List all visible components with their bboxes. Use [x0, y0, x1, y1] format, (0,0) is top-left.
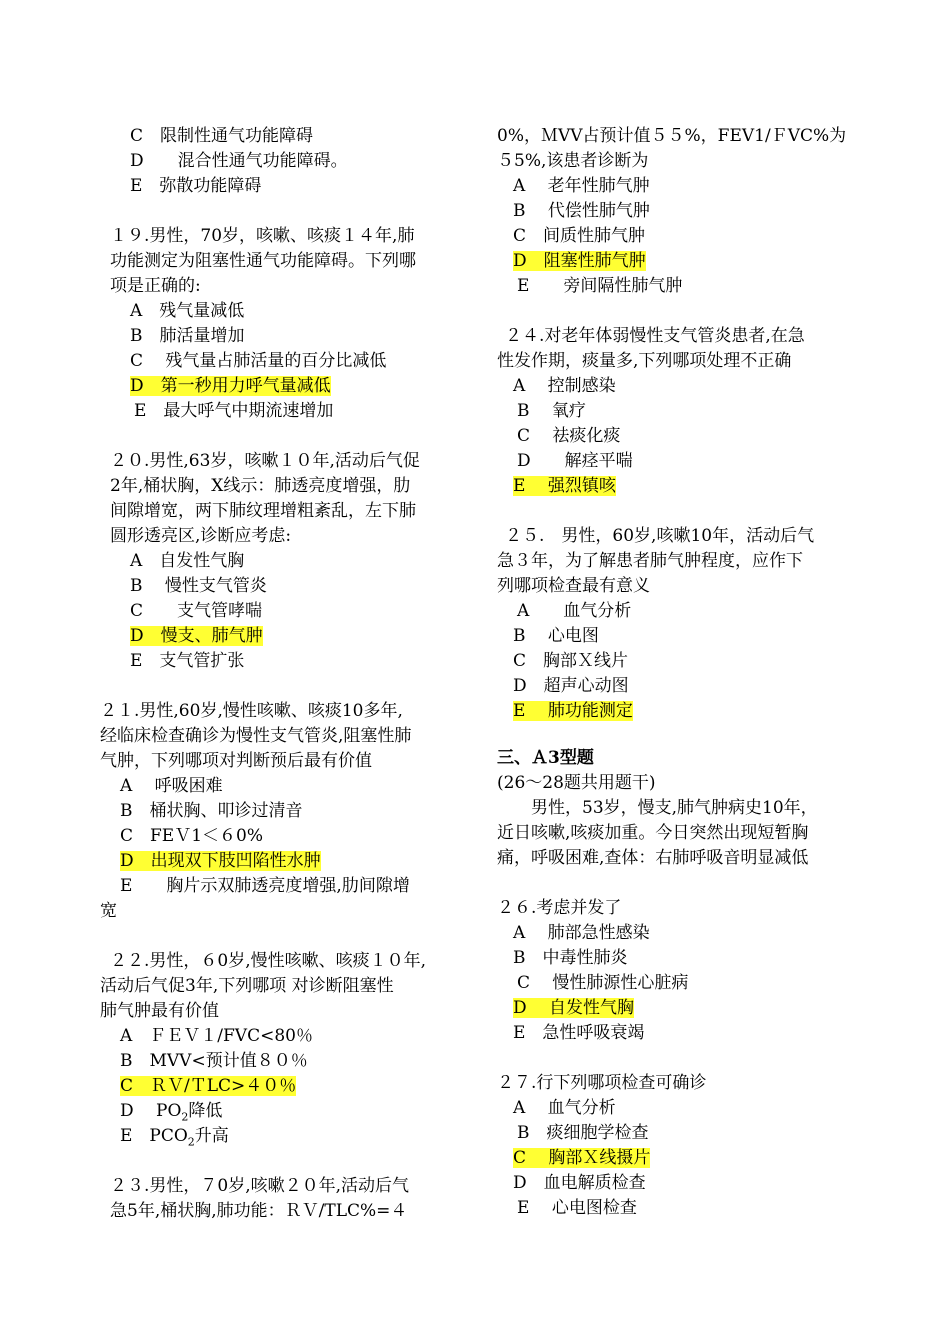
q21-option-c: C FEＶ1＜６0% — [120, 826, 263, 846]
q26-option-a: A 肺部急性感染 — [513, 923, 650, 943]
q19-option-d-answer: D 第一秒用力呼气量减低 — [130, 376, 331, 396]
q24-option-b: B 氧疗 — [517, 401, 586, 421]
case-line: 近日咳嗽,咳痰加重。今日突然出现短暂胸 — [497, 823, 809, 843]
q21-option-e-wrap: 宽 — [100, 901, 117, 921]
q25-option-b: B 心电图 — [513, 626, 599, 646]
q20-option-b: B 慢性支气管炎 — [130, 576, 267, 596]
q25-option-e-answer: E 肺功能测定 — [513, 701, 633, 721]
q26-option-b: B 中毒性肺炎 — [513, 948, 628, 968]
case-line: 痛，呼吸困难,查体：右肺呼吸音明显减低 — [497, 848, 809, 868]
q20-option-c: C 支气管哮喘 — [130, 601, 263, 621]
q22-option-e: E $PCO_2$升高 — [120, 1126, 229, 1149]
q23-stem-cont: ５5%,该患者诊断为 — [497, 151, 649, 171]
q26-option-e: E 急性呼吸衰竭 — [513, 1023, 645, 1043]
q27-stem: ２７.行下列哪项检查可确诊 — [497, 1073, 707, 1093]
q26-option-c: C 慢性肺源性心脏病 — [517, 973, 689, 993]
q22-option-b: B MVV<预计值８０％ — [120, 1051, 308, 1071]
q23-option-a: A 老年性肺气肿 — [513, 176, 650, 196]
q23-stem-line: ２３.男性，７0岁,咳嗽２０年,活动后气 — [110, 1176, 410, 1196]
q23-stem-line: 急5年,桶状胸,肺功能：ＲＶ/TLC%=４ — [110, 1201, 408, 1221]
q26-stem: ２６.考虑并发了 — [497, 898, 622, 918]
q26-option-d-answer: D 自发性气胸 — [513, 998, 635, 1018]
q21-option-e: E 胸片示双肺透亮度增强,肋间隙增 — [120, 876, 410, 896]
q23-option-b: B 代偿性肺气肿 — [513, 201, 650, 221]
q20-option-d-answer: D 慢支、肺气肿 — [130, 626, 263, 646]
q21-stem-line: 经临床检查确诊为慢性支气管炎,阻塞性肺 — [100, 726, 412, 746]
q18-option-d: D 混合性通气功能障碍。 — [130, 151, 348, 171]
q23-stem-cont: 0%，ＭVV占预计值５５%，FEV1/ＦVC%为 — [497, 126, 847, 146]
q20-stem-line: 2年,桶状胸，X线示：肺透亮度增强，肋 — [110, 476, 411, 496]
q23-option-d-answer: D 阻塞性肺气肿 — [513, 251, 646, 271]
q27-option-b: B 痰细胞学检查 — [517, 1123, 649, 1143]
q20-stem-line: ２０.男性,63岁，咳嗽１０年,活动后气促 — [110, 451, 420, 471]
q24-option-e-answer: E 强烈镇咳 — [513, 476, 616, 496]
q27-option-e: E 心电图检查 — [517, 1198, 637, 1218]
q24-option-a: A 控制感染 — [513, 376, 616, 396]
right-column — [497, 124, 867, 1221]
q25-option-d: D 超声心动图 — [513, 676, 629, 696]
q19-option-c: C 残气量占肺活量的百分比减低 — [130, 351, 387, 371]
q22-stem-line: 活动后气促3年,下列哪项 对诊断阻塞性 — [100, 976, 394, 996]
q24-option-c: C 祛痰化痰 — [517, 426, 621, 446]
q23-option-c: C 间质性肺气肿 — [513, 226, 646, 246]
q21-stem-line: 气肿，下列哪项对判断预后最有价值 — [100, 751, 372, 771]
q24-stem-line: ２４.对老年体弱慢性支气管炎患者,在急 — [505, 326, 805, 346]
case-line: 男性，53岁，慢支,肺气肿病史10年， — [497, 798, 818, 818]
q21-option-b: B 桶状胸、叩诊过清音 — [120, 801, 303, 821]
left-column — [100, 124, 470, 1224]
q19-option-e: E 最大呼气中期流速增加 — [134, 401, 334, 421]
q25-stem-line: ２５. 男性，60岁,咳嗽10年，活动后气 — [505, 526, 815, 546]
q27-option-a: A 血气分析 — [513, 1098, 616, 1118]
q22-option-d: D $PO_2$降低 — [120, 1101, 223, 1124]
q21-option-a: A 呼吸困难 — [120, 776, 223, 796]
q19-stem-line: 项是正确的: — [110, 276, 201, 296]
q22-option-a: A ＦＥＶ１/FVC<80％ — [120, 1026, 313, 1046]
q25-option-a: A 血气分析 — [517, 601, 632, 621]
q27-option-c-answer: C 胸部Ｘ线摄片 — [513, 1148, 651, 1168]
q22-option-c-answer: C ＲＶ/ＴLC>４０％ — [120, 1076, 297, 1096]
q25-option-c: C 胸部Ｘ线片 — [513, 651, 629, 671]
q24-stem-line: 性发作期，痰量多,下列哪项处理不正确 — [497, 351, 792, 371]
q21-stem-line: ２１.男性,60岁,慢性咳嗽、咳痰10多年, — [100, 701, 403, 721]
q25-stem-line: 急３年，为了解患者肺气肿程度，应作下 — [497, 551, 803, 571]
q27-option-d: D 血电解质检查 — [513, 1173, 646, 1193]
section-heading: 三、Ａ3型题 — [497, 748, 594, 768]
q20-option-a: A 自发性气胸 — [130, 551, 245, 571]
q22-stem-line: 肺气肿最有价值 — [100, 1001, 219, 1021]
q19-option-a: A 残气量减低 — [130, 301, 245, 321]
q19-stem-line: 功能测定为阻塞性通气功能障碍。下列哪 — [110, 251, 416, 271]
q20-option-e: E 支气管扩张 — [130, 651, 245, 671]
section-range: (26～28题共用题干) — [497, 773, 656, 793]
q22-stem-line: ２２.男性，６0岁,慢性咳嗽、咳痰１０年, — [110, 951, 427, 971]
q20-stem-line: 间隙增宽，两下肺纹理增粗紊乱，左下肺 — [110, 501, 416, 521]
q19-stem-line: １９.男性，70岁，咳嗽、咳痰１４年,肺 — [110, 226, 415, 246]
q19-option-b: B 肺活量增加 — [130, 326, 245, 346]
q25-stem-line: 列哪项检查最有意义 — [497, 576, 650, 596]
q18-option-e: E 弥散功能障碍 — [130, 176, 262, 196]
q20-stem-line: 圆形透亮区,诊断应考虑: — [110, 526, 292, 546]
q24-option-d: D 解痉平喘 — [517, 451, 633, 471]
q21-option-d-answer: D 出现双下肢凹陷性水肿 — [120, 851, 321, 871]
q23-option-e: E 旁间隔性肺气肿 — [517, 276, 683, 296]
q18-option-c: C 限制性通气功能障碍 — [130, 126, 314, 146]
